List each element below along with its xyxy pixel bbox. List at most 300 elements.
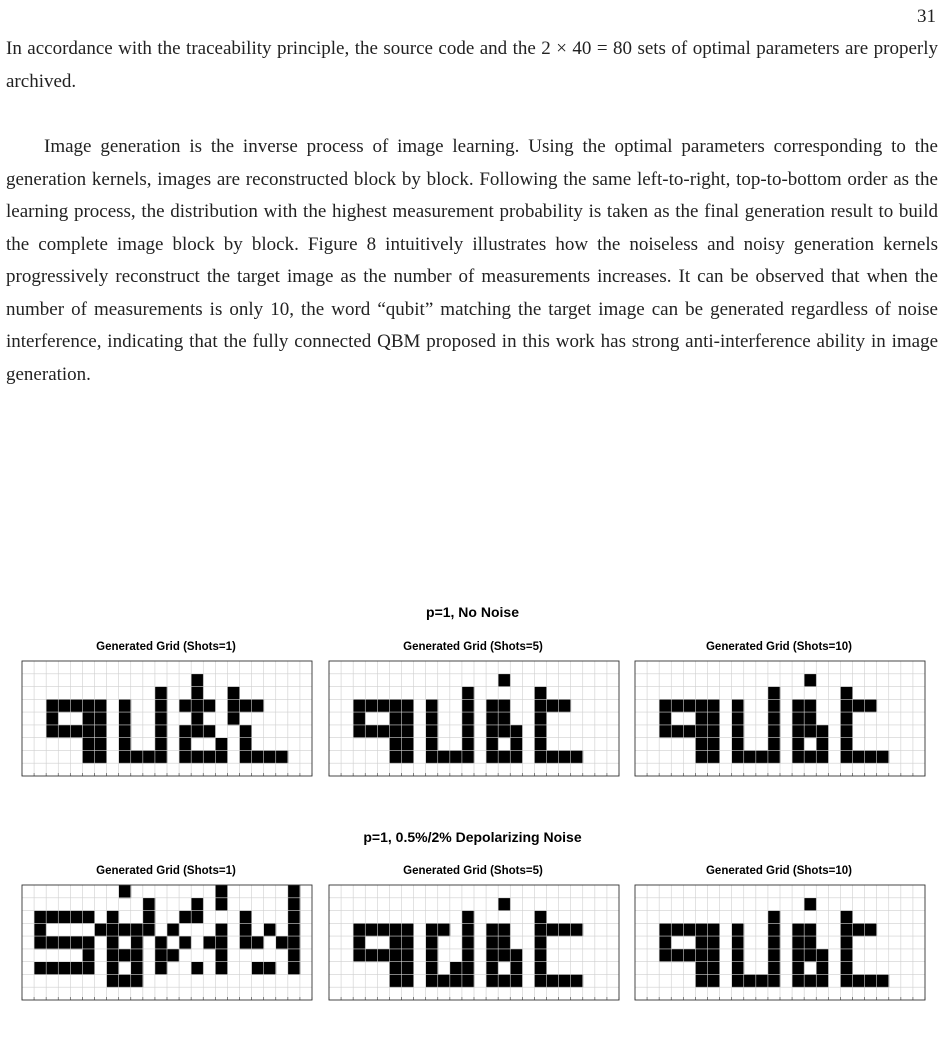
pixel-cell-filled: [659, 725, 671, 738]
pixel-cell-filled: [708, 712, 720, 725]
pixel-cell-filled: [252, 750, 264, 763]
pixel-cell-filled: [288, 911, 300, 924]
grid-no-noise-shots-5: [328, 660, 620, 777]
pixel-cell-filled: [732, 949, 744, 962]
pixel-cell-filled: [402, 949, 414, 962]
pixel-cell-filled: [534, 923, 546, 936]
panel-title-no-noise-shots-1: Generated Grid (Shots=1): [96, 641, 236, 653]
pixel-cell-filled: [389, 699, 401, 712]
pixel-cell-filled: [840, 750, 852, 763]
pixel-cell-filled: [402, 750, 414, 763]
pixel-cell-filled: [840, 712, 852, 725]
pixel-cell-filled: [143, 911, 155, 924]
pixel-cell-filled: [438, 750, 450, 763]
pixel-cell-filled: [498, 974, 510, 987]
pixel-cell-filled: [695, 949, 707, 962]
pixel-cell-filled: [191, 699, 203, 712]
pixel-cell-filled: [816, 962, 828, 975]
pixel-cell-filled: [95, 750, 107, 763]
paragraph-traceability: In accordance with the traceability principle, the source code and the 2 × 40 = 80 sets of optimal parameters are properly archived.: [6, 38, 938, 92]
pixel-cell-filled: [215, 962, 227, 975]
pixel-cell-filled: [402, 974, 414, 987]
pixel-cell-filled: [119, 699, 131, 712]
pixel-cell-filled: [34, 936, 46, 949]
pixel-cell-filled: [119, 885, 131, 898]
panel-title-noise-shots-5: Generated Grid (Shots=5): [403, 865, 543, 877]
pixel-cell-filled: [82, 699, 94, 712]
pixel-cell-filled: [389, 936, 401, 949]
pixel-cell-filled: [840, 923, 852, 936]
pixel-cell-filled: [215, 885, 227, 898]
pixel-cell-filled: [534, 699, 546, 712]
pixel-cell-filled: [107, 949, 119, 962]
pixel-cell-filled: [70, 962, 82, 975]
pixel-cell-filled: [792, 962, 804, 975]
pixel-cell-filled: [215, 898, 227, 911]
pixel-cell-filled: [252, 699, 264, 712]
pixel-cell-filled: [865, 699, 877, 712]
pixel-cell-filled: [450, 962, 462, 975]
pixel-cell-filled: [486, 750, 498, 763]
pixel-cell-filled: [486, 923, 498, 936]
pixel-cell-filled: [571, 923, 583, 936]
pixel-cell-filled: [155, 949, 167, 962]
pixel-cell-filled: [82, 949, 94, 962]
pixel-cell-filled: [240, 725, 252, 738]
pixel-cell-filled: [34, 962, 46, 975]
pixel-cell-filled: [426, 974, 438, 987]
pixel-cell-filled: [462, 949, 474, 962]
pixel-cell-filled: [683, 699, 695, 712]
pixel-cell-filled: [732, 738, 744, 751]
pixel-cell-filled: [816, 750, 828, 763]
pixel-cell-filled: [58, 936, 70, 949]
pixel-cell-filled: [119, 738, 131, 751]
grid-no-noise-shots-1: [21, 660, 313, 777]
pixel-cell-filled: [792, 949, 804, 962]
pixel-cell-filled: [768, 911, 780, 924]
pixel-cell-filled: [840, 911, 852, 924]
pixel-cell-filled: [671, 923, 683, 936]
pixel-cell-filled: [46, 936, 58, 949]
pixel-cell-filled: [119, 974, 131, 987]
pixel-cell-filled: [438, 923, 450, 936]
pixel-cell-filled: [683, 949, 695, 962]
pixel-cell-filled: [179, 750, 191, 763]
pixel-cell-filled: [402, 936, 414, 949]
pixel-cell-filled: [695, 936, 707, 949]
pixel-cell-filled: [547, 974, 559, 987]
pixel-cell-filled: [58, 962, 70, 975]
pixel-cell-filled: [659, 936, 671, 949]
pixel-cell-filled: [792, 974, 804, 987]
pixel-cell-filled: [389, 712, 401, 725]
pixel-cell-filled: [792, 712, 804, 725]
pixel-cell-filled: [510, 750, 522, 763]
pixel-cell-filled: [191, 674, 203, 687]
pixel-cell-filled: [377, 923, 389, 936]
pixel-cell-filled: [155, 936, 167, 949]
pixel-cell-filled: [203, 936, 215, 949]
pixel-cell-filled: [240, 738, 252, 751]
pixel-cell-filled: [708, 699, 720, 712]
pixel-cell-filled: [167, 923, 179, 936]
pixel-cell-filled: [119, 923, 131, 936]
pixel-cell-filled: [840, 699, 852, 712]
pixel-cell-filled: [82, 750, 94, 763]
pixel-cell-filled: [534, 911, 546, 924]
pixel-cell-filled: [708, 738, 720, 751]
pixel-cell-filled: [252, 936, 264, 949]
pixel-cell-filled: [191, 911, 203, 924]
pixel-cell-filled: [240, 911, 252, 924]
pixel-cell-filled: [695, 923, 707, 936]
pixel-cell-filled: [155, 738, 167, 751]
pixel-cell-filled: [82, 936, 94, 949]
pixel-cell-filled: [768, 750, 780, 763]
pixel-cell-filled: [82, 712, 94, 725]
pixel-cell-filled: [498, 936, 510, 949]
pixel-cell-filled: [792, 699, 804, 712]
pixel-cell-filled: [264, 750, 276, 763]
pixel-cell-filled: [353, 923, 365, 936]
pixel-cell-filled: [276, 936, 288, 949]
pixel-cell-filled: [353, 949, 365, 962]
pixel-cell-filled: [486, 962, 498, 975]
pixel-cell-filled: [804, 898, 816, 911]
pixel-cell-filled: [264, 923, 276, 936]
pixel-cell-filled: [708, 949, 720, 962]
pixel-cell-filled: [365, 725, 377, 738]
pixel-cell-filled: [426, 725, 438, 738]
pixel-cell-filled: [498, 674, 510, 687]
pixel-cell-filled: [288, 923, 300, 936]
pixel-cell-filled: [365, 923, 377, 936]
pixel-cell-filled: [840, 725, 852, 738]
pixel-cell-filled: [498, 712, 510, 725]
pixel-cell-filled: [486, 725, 498, 738]
pixel-cell-filled: [571, 750, 583, 763]
pixel-cell-filled: [438, 974, 450, 987]
pixel-cell-filled: [179, 725, 191, 738]
pixel-cell-filled: [732, 962, 744, 975]
pixel-cell-filled: [426, 936, 438, 949]
pixel-cell-filled: [683, 923, 695, 936]
pixel-cell-filled: [534, 936, 546, 949]
pixel-cell-filled: [486, 974, 498, 987]
pixel-cell-filled: [82, 738, 94, 751]
pixel-cell-filled: [695, 750, 707, 763]
pixel-cell-filled: [264, 962, 276, 975]
pixel-cell-filled: [227, 687, 239, 700]
pixel-cell-filled: [804, 712, 816, 725]
pixel-cell-filled: [389, 974, 401, 987]
pixel-cell-filled: [402, 712, 414, 725]
pixel-cell-filled: [288, 962, 300, 975]
pixel-cell-filled: [58, 911, 70, 924]
pixel-cell-filled: [58, 699, 70, 712]
pixel-cell-filled: [365, 949, 377, 962]
pixel-cell-filled: [804, 750, 816, 763]
pixel-cell-filled: [732, 936, 744, 949]
pixel-cell-filled: [816, 738, 828, 751]
pixel-cell-filled: [107, 974, 119, 987]
pixel-cell-filled: [426, 712, 438, 725]
pixel-cell-filled: [70, 699, 82, 712]
pixel-cell-filled: [732, 750, 744, 763]
pixel-cell-filled: [143, 923, 155, 936]
pixel-cell-filled: [768, 687, 780, 700]
pixel-cell-filled: [288, 936, 300, 949]
pixel-cell-filled: [155, 725, 167, 738]
pixel-cell-filled: [107, 923, 119, 936]
pixel-cell-filled: [671, 725, 683, 738]
pixel-cell-filled: [82, 725, 94, 738]
pixel-cell-filled: [240, 750, 252, 763]
pixel-cell-filled: [119, 712, 131, 725]
pixel-cell-filled: [756, 750, 768, 763]
pixel-cell-filled: [534, 974, 546, 987]
grid-noise-shots-1: [21, 884, 313, 1001]
pixel-cell-filled: [215, 936, 227, 949]
pixel-cell-filled: [179, 936, 191, 949]
pixel-cell-filled: [792, 936, 804, 949]
pixel-cell-filled: [119, 949, 131, 962]
pixel-cell-filled: [840, 687, 852, 700]
pixel-cell-filled: [353, 725, 365, 738]
pixel-cell-filled: [203, 699, 215, 712]
pixel-cell-filled: [768, 725, 780, 738]
pixel-cell-filled: [215, 923, 227, 936]
grid-noise-shots-10: [634, 884, 926, 1001]
pixel-cell-filled: [426, 750, 438, 763]
pixel-cell-filled: [240, 923, 252, 936]
pixel-cell-filled: [792, 725, 804, 738]
pixel-cell-filled: [462, 699, 474, 712]
pixel-cell-filled: [498, 949, 510, 962]
pixel-cell-filled: [70, 911, 82, 924]
pixel-cell-filled: [853, 974, 865, 987]
pixel-cell-filled: [389, 725, 401, 738]
pixel-cell-filled: [107, 936, 119, 949]
figure-row-title-depolarizing-noise: p=1, 0.5%/2% Depolarizing Noise: [363, 829, 582, 845]
pixel-cell-filled: [167, 949, 179, 962]
pixel-cell-filled: [768, 738, 780, 751]
pixel-cell-filled: [179, 911, 191, 924]
pixel-cell-filled: [804, 725, 816, 738]
pixel-cell-filled: [155, 712, 167, 725]
pixel-cell-filled: [402, 738, 414, 751]
pixel-cell-filled: [571, 974, 583, 987]
pixel-cell-filled: [498, 725, 510, 738]
pixel-cell-filled: [215, 949, 227, 962]
pixel-cell-filled: [708, 725, 720, 738]
pixel-cell-filled: [119, 725, 131, 738]
pixel-cell-filled: [659, 923, 671, 936]
pixel-cell-filled: [365, 699, 377, 712]
panel-title-noise-shots-1: Generated Grid (Shots=1): [96, 865, 236, 877]
pixel-cell-filled: [547, 923, 559, 936]
pixel-cell-filled: [227, 699, 239, 712]
pixel-cell-filled: [708, 936, 720, 949]
pixel-cell-filled: [804, 949, 816, 962]
panel-title-no-noise-shots-5: Generated Grid (Shots=5): [403, 641, 543, 653]
grid-noise-shots-5: [328, 884, 620, 1001]
pixel-cell-filled: [227, 712, 239, 725]
pixel-cell-filled: [191, 712, 203, 725]
pixel-cell-filled: [768, 962, 780, 975]
pixel-cell-filled: [402, 962, 414, 975]
pixel-cell-filled: [510, 974, 522, 987]
pixel-cell-filled: [70, 936, 82, 949]
pixel-cell-filled: [240, 699, 252, 712]
pixel-cell-filled: [840, 974, 852, 987]
pixel-cell-filled: [534, 738, 546, 751]
pixel-cell-filled: [695, 738, 707, 751]
pixel-cell-filled: [276, 750, 288, 763]
pixel-cell-filled: [695, 962, 707, 975]
pixel-cell-filled: [683, 725, 695, 738]
pixel-cell-filled: [131, 962, 143, 975]
pixel-cell-filled: [510, 738, 522, 751]
pixel-cell-filled: [131, 949, 143, 962]
pixel-cell-filled: [708, 923, 720, 936]
panel-title-no-noise-shots-10: Generated Grid (Shots=10): [705, 641, 853, 653]
pixel-cell-filled: [426, 738, 438, 751]
pixel-cell-filled: [462, 974, 474, 987]
pixel-cell-filled: [95, 712, 107, 725]
pixel-cell-filled: [744, 974, 756, 987]
pixel-cell-filled: [498, 898, 510, 911]
pixel-cell-filled: [46, 712, 58, 725]
pixel-cell-filled: [768, 936, 780, 949]
pixel-cell-filled: [659, 712, 671, 725]
pixel-cell-filled: [732, 725, 744, 738]
pixel-cell-filled: [840, 949, 852, 962]
pixel-cell-filled: [155, 962, 167, 975]
pixel-cell-filled: [498, 699, 510, 712]
pixel-cell-filled: [143, 898, 155, 911]
pixel-cell-filled: [34, 923, 46, 936]
pixel-cell-filled: [732, 712, 744, 725]
pixel-cell-filled: [203, 725, 215, 738]
pixel-cell-filled: [659, 949, 671, 962]
pixel-cell-filled: [768, 974, 780, 987]
pixel-cell-filled: [377, 949, 389, 962]
pixel-cell-filled: [155, 699, 167, 712]
paragraph-image-generation: Image generation is the inverse process of image learning. Using the optimal parameters corresponding to the generation kernels, images are reconstructed block by block. Following the same left-to-right, top-to-bottom order as the learning process, the distribution with the highest measurement probability is taken as the final generation result to build the complete image block by block. Figure 8 intuitively illustrates how the noiseless and noisy generation kernels progressively reconstruct the target image as the number of measurements increases. It can be observed that when the number of measurements is only 10, the word “qubit” matching the target image can be generated regardless of noise interference, indicating that the fully connected QBM proposed in this work has strong anti-interference ability in image generation.: [6, 136, 938, 385]
pixel-cell-filled: [131, 923, 143, 936]
pixel-cell-filled: [853, 699, 865, 712]
pixel-cell-filled: [46, 725, 58, 738]
pixel-cell-filled: [816, 725, 828, 738]
pixel-cell-filled: [389, 949, 401, 962]
pixel-cell-filled: [462, 911, 474, 924]
pixel-cell-filled: [510, 962, 522, 975]
pixel-cell-filled: [768, 712, 780, 725]
pixel-cell-filled: [203, 750, 215, 763]
pixel-cell-filled: [486, 936, 498, 949]
pixel-cell-filled: [95, 923, 107, 936]
pixel-cell-filled: [840, 738, 852, 751]
pixel-cell-filled: [486, 699, 498, 712]
pixel-cell-filled: [804, 923, 816, 936]
pixel-cell-filled: [498, 923, 510, 936]
pixel-cell-filled: [288, 898, 300, 911]
pixel-cell-filled: [695, 725, 707, 738]
pixel-cell-filled: [792, 738, 804, 751]
pixel-cell-filled: [853, 750, 865, 763]
pixel-cell-filled: [877, 974, 889, 987]
pixel-cell-filled: [865, 750, 877, 763]
pixel-cell-filled: [462, 687, 474, 700]
figure-row-title-no-noise: p=1, No Noise: [426, 604, 519, 620]
pixel-cell-filled: [486, 712, 498, 725]
pixel-cell-filled: [865, 923, 877, 936]
pixel-cell-filled: [462, 725, 474, 738]
pixel-cell-filled: [756, 974, 768, 987]
pixel-cell-filled: [179, 738, 191, 751]
pixel-cell-filled: [191, 898, 203, 911]
pixel-cell-filled: [534, 949, 546, 962]
pixel-cell-filled: [804, 674, 816, 687]
pixel-cell-filled: [768, 699, 780, 712]
pixel-cell-filled: [534, 725, 546, 738]
grid-no-noise-shots-10: [634, 660, 926, 777]
pixel-cell-filled: [215, 750, 227, 763]
pixel-cell-filled: [426, 949, 438, 962]
pixel-cell-filled: [732, 699, 744, 712]
pixel-cell-filled: [462, 738, 474, 751]
pixel-cell-filled: [559, 750, 571, 763]
pixel-cell-filled: [816, 974, 828, 987]
pixel-cell-filled: [46, 962, 58, 975]
pixel-cell-filled: [402, 699, 414, 712]
pixel-cell-filled: [82, 911, 94, 924]
pixel-cell-filled: [389, 738, 401, 751]
pixel-cell-filled: [131, 936, 143, 949]
panel-title-noise-shots-10: Generated Grid (Shots=10): [705, 865, 853, 877]
pixel-cell-filled: [240, 936, 252, 949]
pixel-cell-filled: [215, 738, 227, 751]
pixel-cell-filled: [708, 974, 720, 987]
pixel-cell-filled: [426, 962, 438, 975]
pixel-cell-filled: [498, 750, 510, 763]
pixel-cell-filled: [143, 750, 155, 763]
pixel-cell-filled: [353, 936, 365, 949]
pixel-cell-filled: [792, 923, 804, 936]
pixel-cell-filled: [353, 699, 365, 712]
pixel-cell-filled: [853, 923, 865, 936]
pixel-cell-filled: [816, 949, 828, 962]
pixel-cell-filled: [107, 911, 119, 924]
pixel-cell-filled: [534, 750, 546, 763]
pixel-cell-filled: [804, 699, 816, 712]
pixel-cell-filled: [95, 725, 107, 738]
pixel-cell-filled: [70, 725, 82, 738]
pixel-cell-filled: [708, 962, 720, 975]
pixel-cell-filled: [377, 699, 389, 712]
pixel-cell-filled: [426, 699, 438, 712]
pixel-cell-filled: [804, 936, 816, 949]
pixel-cell-filled: [462, 712, 474, 725]
pixel-cell-filled: [486, 738, 498, 751]
page-number: 31: [917, 6, 936, 27]
pixel-cell-filled: [559, 923, 571, 936]
pixel-cell-filled: [389, 750, 401, 763]
pixel-cell-filled: [462, 923, 474, 936]
pixel-cell-filled: [671, 949, 683, 962]
